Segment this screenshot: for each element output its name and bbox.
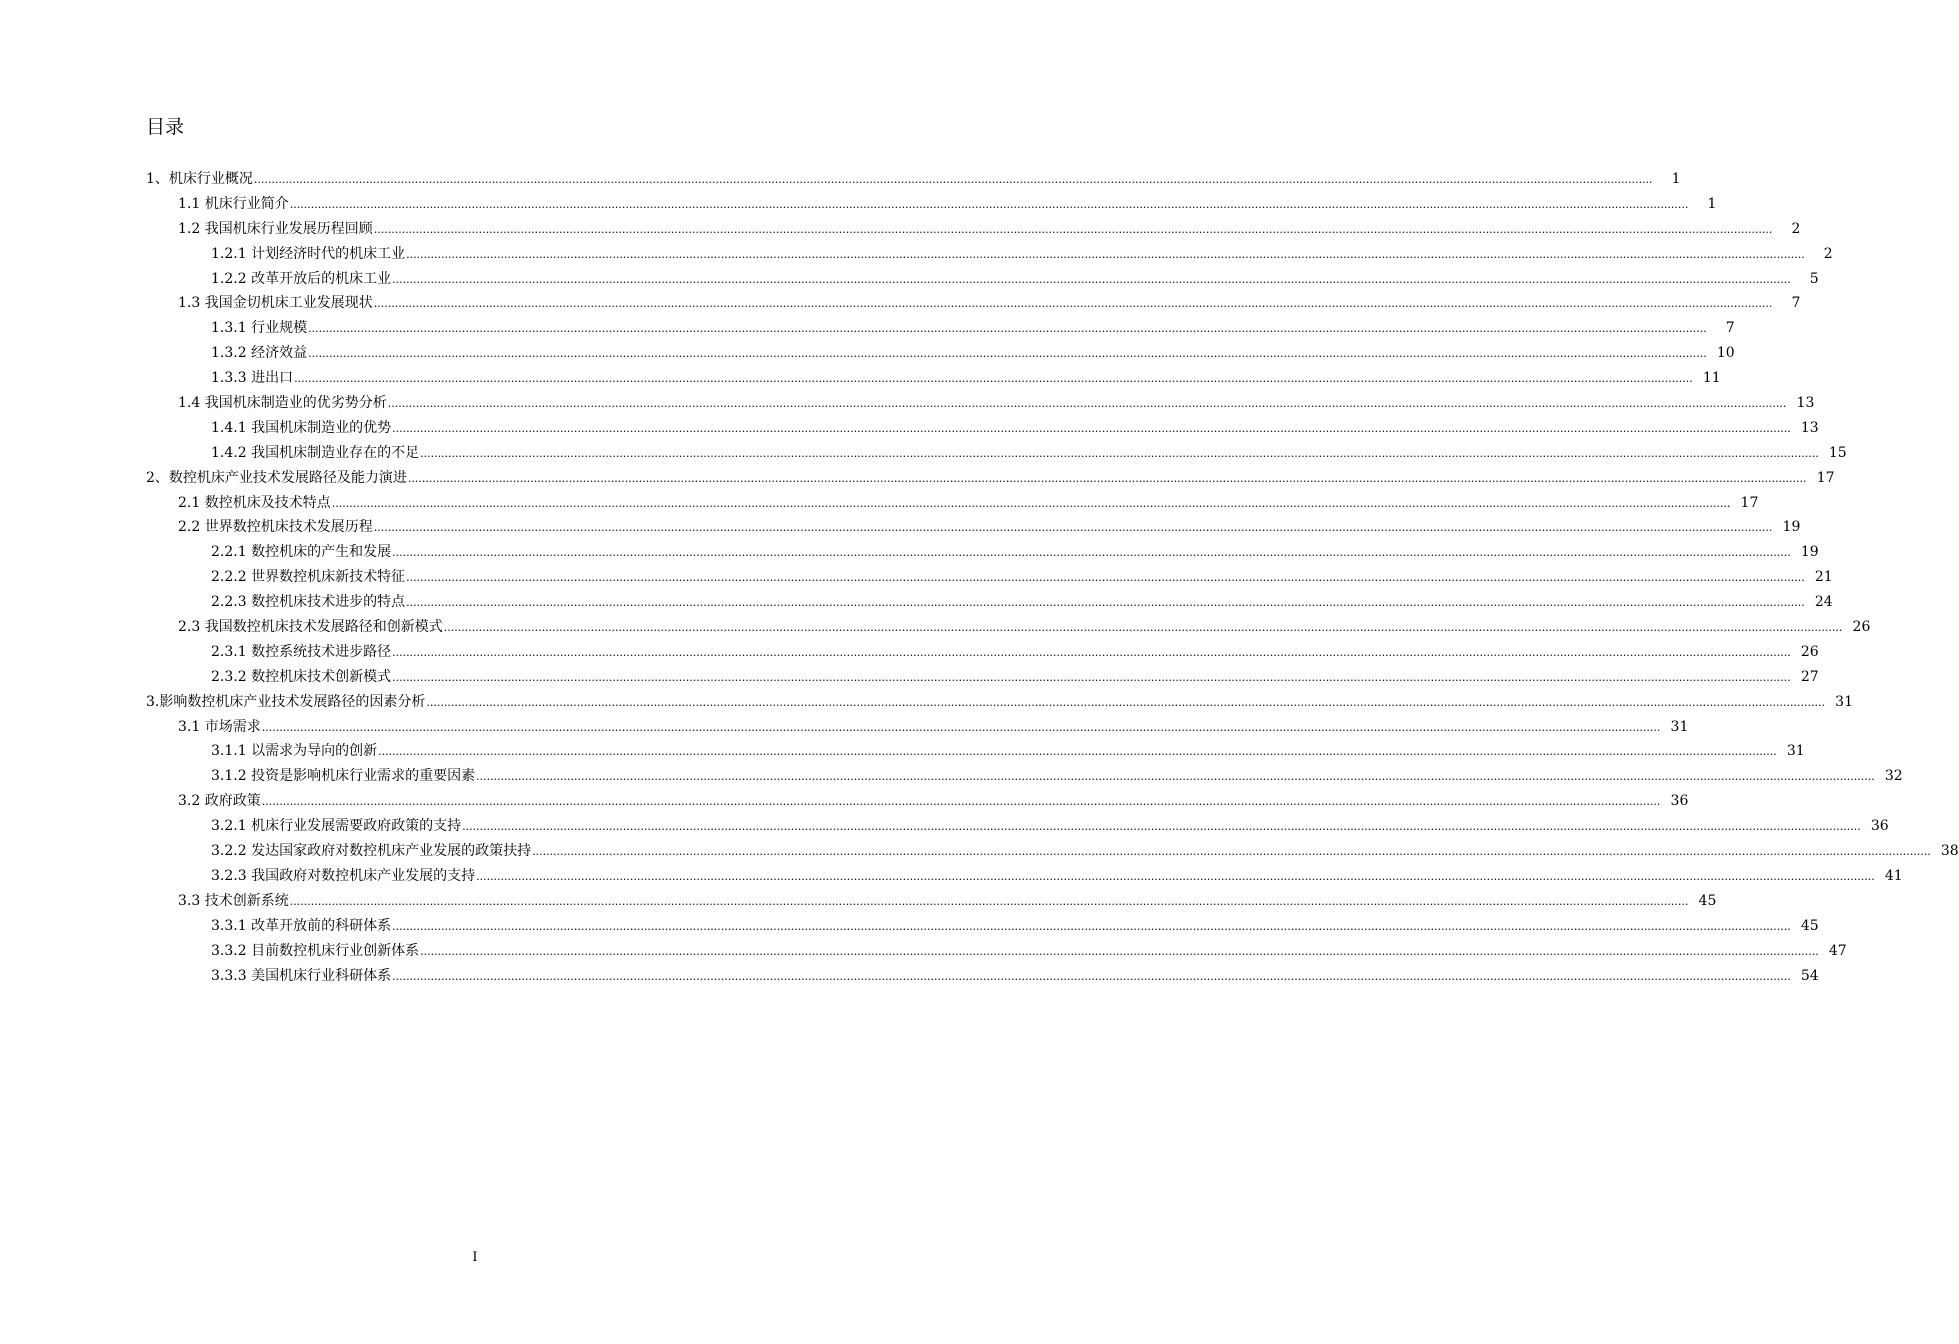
toc-entry-page: 7 [1725,320,1735,337]
toc-entry[interactable] [146,316,1735,341]
toc-entry-page: 26 [1800,643,1819,660]
toc-entry-label: 3.1.1 以需求为导向的创新 [211,743,378,760]
toc-entry-label: 1.2 我国机床行业发展历程回顾 [178,220,373,237]
toc-entry[interactable] [146,416,1819,441]
toc-entry[interactable] [146,715,1689,740]
toc-dot-leader: ................................................................................................................................................................................................................................................................................................................................................................................................................ [331,496,1731,510]
table-of-contents [146,167,1959,988]
toc-entry-page: 24 [1814,594,1833,611]
toc-entry-page: 47 [1828,942,1847,959]
toc-entry-page: 31 [1835,693,1853,710]
toc-dot-leader: ................................................................................................................................................................................................................................................................................................................................................................................................................ [392,546,1791,560]
toc-entry-label: 2、数控机床产业技术发展路径及能力演进 [146,469,407,486]
toc-entry-page: 45 [1698,892,1717,909]
toc-entry-label: 1、机床行业概况 [146,171,253,187]
toc-entry[interactable] [146,889,1717,914]
toc-entry[interactable] [146,540,1819,565]
toc-entry-label: 3.2.2 发达国家政府对数控机床产业发展的政策扶持 [211,843,532,860]
toc-entry-page: 19 [1782,519,1801,536]
toc-dot-leader: ................................................................................................................................................................................................................................................................................................................................................................................................................ [407,471,1807,485]
toc-dot-leader: ................................................................................................................................................................................................................................................................................................................................................................................................................ [261,795,1661,809]
toc-entry[interactable] [146,217,1801,242]
toc-dot-leader: ................................................................................................................................................................................................................................................................................................................................................................................................................ [392,670,1791,684]
toc-entry-page: 13 [1796,395,1815,412]
toc-entry-label: 2.1 数控机床及技术特点 [178,494,331,511]
toc-entry-page: 21 [1814,569,1833,586]
toc-entry-label: 1.4 我国机床制造业的优劣势分析 [178,395,387,412]
toc-entry[interactable] [146,366,1721,391]
toc-entry[interactable] [146,839,1959,864]
toc-entry-label: 3.3.3 美国机床行业科研体系 [211,967,392,984]
toc-entry-page: 19 [1800,544,1819,561]
toc-dot-leader: ................................................................................................................................................................................................................................................................................................................................................................................................................ [253,173,1653,186]
toc-dot-leader: ................................................................................................................................................................................................................................................................................................................................................................................................................ [406,596,1805,610]
toc-entry[interactable] [146,466,1835,491]
toc-dot-leader: ................................................................................................................................................................................................................................................................................................................................................................................................................ [420,944,1819,958]
toc-entry-page: 7 [1791,295,1801,312]
toc-entry-label: 3.3.2 目前数控机床行业创新体系 [211,942,420,959]
toc-entry[interactable] [146,814,1889,839]
toc-entry-label: 2.2.3 数控机床技术进步的特点 [211,594,406,611]
page-title: 目录 [146,116,185,138]
toc-entry[interactable] [146,391,1815,416]
toc-dot-leader: ................................................................................................................................................................................................................................................................................................................................................................................................................ [392,919,1791,933]
toc-entry-page: 11 [1702,370,1721,387]
toc-entry-page: 31 [1786,743,1805,760]
toc-dot-leader: ................................................................................................................................................................................................................................................................................................................................................................................................................ [294,372,1693,386]
toc-entry-label: 3.3 技术创新系统 [178,892,289,909]
toc-entry-label: 3.1 市场需求 [178,718,261,735]
toc-entry-page: 2 [1791,220,1801,237]
toc-entry-label: 3.3.1 改革开放前的科研体系 [211,917,392,934]
toc-entry[interactable] [146,615,1871,640]
toc-entry-page: 13 [1800,419,1819,436]
toc-entry[interactable] [146,764,1903,789]
toc-entry-label: 2.2.1 数控机床的产生和发展 [211,544,392,561]
toc-entry-label: 2.3.2 数控机床技术创新模式 [211,668,392,685]
page-number: I [472,1250,478,1265]
toc-dot-leader: ................................................................................................................................................................................................................................................................................................................................................................................................................ [476,770,1875,784]
toc-entry[interactable] [146,515,1801,540]
toc-entry-page: 41 [1884,867,1903,884]
toc-entry-label: 1.3 我国金切机床工业发展现状 [178,295,373,312]
toc-entry-label: 1.2.1 计划经济时代的机床工业 [211,245,406,262]
toc-dot-leader: ................................................................................................................................................................................................................................................................................................................................................................................................................ [387,397,1787,411]
toc-dot-leader: ................................................................................................................................................................................................................................................................................................................................................................................................................ [392,969,1791,983]
toc-entry[interactable] [146,242,1833,267]
toc-entry-label: 3.影响数控机床产业技术发展路径的因素分析 [146,693,426,710]
toc-entry-label: 2.3.1 数控系统技术进步路径 [211,643,392,660]
toc-entry[interactable] [146,739,1805,764]
toc-entry-page: 27 [1800,668,1819,685]
toc-entry-label: 1.3.3 进出口 [211,370,294,387]
toc-entry-page: 10 [1716,345,1735,362]
toc-dot-leader: ................................................................................................................................................................................................................................................................................................................................................................................................................ [420,446,1819,460]
toc-entry[interactable] [146,565,1833,590]
toc-dot-leader: ................................................................................................................................................................................................................................................................................................................................................................................................................ [476,869,1875,883]
toc-entry-label: 3.2.1 机床行业发展需要政府政策的支持 [211,818,462,835]
toc-entry[interactable] [146,491,1759,516]
toc-entry-page: 2 [1823,245,1833,262]
toc-dot-leader: ................................................................................................................................................................................................................................................................................................................................................................................................................ [308,322,1707,336]
toc-dot-leader: ................................................................................................................................................................................................................................................................................................................................................................................................................ [289,197,1689,211]
toc-entry-page: 54 [1800,967,1819,984]
toc-entry-page: 32 [1884,768,1903,785]
toc-entry-label: 1.3.2 经济效益 [211,345,308,362]
toc-entry-label: 2.3 我国数控机床技术发展路径和创新模式 [178,619,443,636]
toc-entry-page: 36 [1870,818,1889,835]
toc-entry[interactable] [146,192,1717,217]
toc-entry-page: 45 [1800,917,1819,934]
toc-entry[interactable] [146,640,1819,665]
toc-dot-leader: ................................................................................................................................................................................................................................................................................................................................................................................................................ [462,820,1861,834]
toc-dot-leader: ................................................................................................................................................................................................................................................................................................................................................................................................................ [261,720,1661,734]
toc-dot-leader: ................................................................................................................................................................................................................................................................................................................................................................................................................ [392,645,1791,659]
toc-entry[interactable] [146,789,1689,814]
toc-entry[interactable] [146,690,1853,715]
toc-dot-leader: ................................................................................................................................................................................................................................................................................................................................................................................................................ [373,222,1773,236]
toc-entry[interactable] [146,939,1847,964]
toc-entry[interactable] [146,864,1903,889]
toc-entry-page: 38 [1940,843,1959,860]
toc-entry-page: 36 [1670,793,1689,810]
toc-entry-label: 1.3.1 行业规模 [211,320,308,337]
toc-dot-leader: ................................................................................................................................................................................................................................................................................................................................................................................................................ [308,347,1707,361]
toc-dot-leader: ................................................................................................................................................................................................................................................................................................................................................................................................................ [392,421,1791,435]
toc-entry-label: 2.2 世界数控机床技术发展历程 [178,519,373,536]
toc-entry-label: 1.4.2 我国机床制造业存在的不足 [211,444,420,461]
toc-dot-leader: ................................................................................................................................................................................................................................................................................................................................................................................................................ [443,621,1843,635]
toc-entry-page: 1 [1707,195,1717,212]
toc-entry[interactable] [146,267,1819,292]
toc-dot-leader: ................................................................................................................................................................................................................................................................................................................................................................................................................ [373,297,1773,311]
toc-entry-label: 3.2.3 我国政府对数控机床产业发展的支持 [211,867,476,884]
toc-entry-page: 31 [1670,718,1689,735]
toc-dot-leader: ................................................................................................................................................................................................................................................................................................................................................................................................................ [532,845,1931,859]
toc-dot-leader: ................................................................................................................................................................................................................................................................................................................................................................................................................ [373,521,1773,535]
toc-entry-label: 1.2.2 改革开放后的机床工业 [211,270,392,287]
toc-dot-leader: ................................................................................................................................................................................................................................................................................................................................................................................................................ [406,247,1805,261]
toc-entry-label: 3.2 政府政策 [178,793,261,810]
toc-entry[interactable] [146,441,1847,466]
toc-entry[interactable] [146,590,1833,615]
toc-entry-page: 17 [1816,469,1835,486]
toc-entry[interactable] [146,964,1819,989]
toc-entry-page: 17 [1740,494,1759,511]
toc-dot-leader: ................................................................................................................................................................................................................................................................................................................................................................................................................ [392,272,1791,286]
toc-entry[interactable] [146,914,1819,939]
toc-entry-page: 15 [1828,444,1847,461]
toc-entry-label: 2.2.2 世界数控机床新技术特征 [211,569,406,586]
toc-entry-label: 3.1.2 投资是影响机床行业需求的重要因素 [211,768,476,785]
toc-entry[interactable] [146,341,1735,366]
toc-entry-label: 1.1 机床行业简介 [178,195,289,212]
toc-entry[interactable] [146,291,1801,316]
toc-dot-leader: ................................................................................................................................................................................................................................................................................................................................................................................................................ [289,894,1689,908]
toc-entry[interactable] [146,167,1681,192]
toc-entry[interactable] [146,665,1819,690]
toc-dot-leader: ................................................................................................................................................................................................................................................................................................................................................................................................................ [406,571,1805,585]
toc-entry-page: 1 [1671,171,1681,187]
toc-dot-leader: ................................................................................................................................................................................................................................................................................................................................................................................................................ [378,745,1777,759]
toc-entry-page: 5 [1809,270,1819,287]
toc-entry-page: 26 [1852,619,1871,636]
toc-dot-leader: ................................................................................................................................................................................................................................................................................................................................................................................................................ [426,695,1825,709]
toc-entry-label: 1.4.1 我国机床制造业的优势 [211,419,392,436]
